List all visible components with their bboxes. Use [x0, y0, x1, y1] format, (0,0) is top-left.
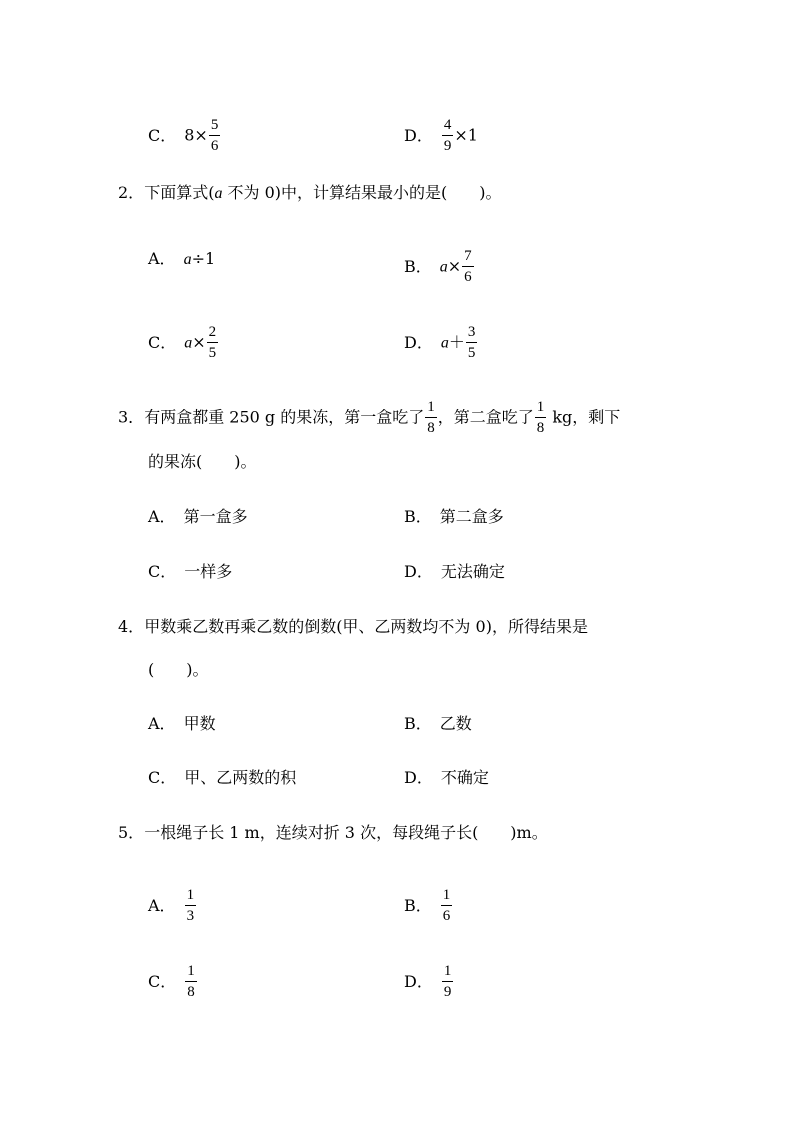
q4-option-b: B． 乙数	[404, 714, 472, 733]
q5-option-b: B． $\frac{1}{6}$	[404, 887, 451, 924]
q3-stem-line2: 的果冻( )。	[148, 452, 257, 471]
q3-option-a: A． 第一盒多	[148, 507, 248, 526]
q3-option-b: B． 第二盒多	[404, 507, 504, 526]
q4-stem-line2: ( )。	[148, 660, 209, 679]
q5-stem: 5．一根绳子长 1 m，连续对折 3 次，每段绳子长( )m。	[118, 823, 548, 842]
fraction: $\frac{5}{6}$	[210, 117, 219, 154]
fraction: $\frac{4}{9}$	[443, 117, 452, 154]
q5-option-c: C． $\frac{1}{8}$	[148, 963, 195, 1000]
fraction: $\frac{2}{5}$	[208, 324, 217, 361]
fraction: $\frac{3}{5}$	[467, 324, 476, 361]
q4-option-d: D． 不确定	[404, 768, 489, 787]
fraction: $\frac{1}{8}$	[187, 963, 195, 1000]
q2-stem: 2．下面算式(a 不为 0)中，计算结果最小的是( )。	[118, 183, 502, 202]
q5-option-d: D． $\frac{1}{9}$	[404, 963, 452, 1000]
q4-option-c: C． 甲、乙两数的积	[148, 768, 297, 787]
fraction: $\frac{1}{8}$	[427, 399, 435, 436]
fraction: $\frac{1}{3}$	[186, 887, 195, 924]
fraction: $\frac{1}{6}$	[442, 887, 451, 924]
q3-option-d: D． 无法确定	[404, 562, 505, 581]
fraction: $\frac{7}{6}$	[464, 248, 472, 285]
q2-option-b: B． a× $\frac{7}{6}$	[404, 248, 472, 285]
q4-stem: 4．甲数乘乙数再乘乙数的倒数(甲、乙两数均不为 0)，所得结果是	[118, 617, 588, 636]
q1-option-d: D． $\frac{4}{9}$ ×1	[404, 117, 478, 154]
q4-option-a: A． 甲数	[148, 714, 216, 733]
q2-option-d: D． a＋ $\frac{3}{5}$	[404, 324, 476, 361]
q5-option-a: A． $\frac{1}{3}$	[148, 887, 195, 924]
q2-option-c: C． a× $\frac{2}{5}$	[148, 324, 217, 361]
fraction: $\frac{1}{9}$	[443, 963, 452, 1000]
q2-option-a: A． a÷1	[148, 249, 216, 268]
fraction: $\frac{1}{8}$	[536, 399, 545, 436]
q3-option-c: C． 一样多	[148, 562, 233, 581]
q3-stem: 3．有两盒都重 250 g 的果冻，第一盒吃了 $\frac{1}{8}$ ，第二盒吃了 $\frac{1}{8}$ kg，剩下	[118, 399, 621, 436]
q1-option-c: C． 8× $\frac{5}{6}$	[148, 117, 219, 154]
